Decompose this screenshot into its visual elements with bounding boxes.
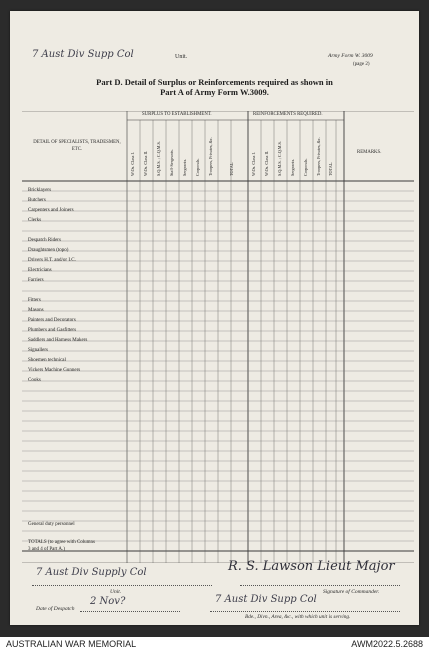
form-title-line2: Part A of Army Form W.3009.: [160, 87, 269, 97]
archive-name: AUSTRALIAN WAR MEMORIAL: [6, 639, 137, 649]
totals-label-line2: 3 and 4 of Part A.): [28, 547, 65, 552]
unit-handwritten: 7 Aust Div Supp Col: [32, 49, 134, 60]
archive-caption: [0, 637, 429, 653]
serving-underline: [210, 611, 400, 612]
row-label: Draughtsmen (topo): [28, 248, 69, 253]
surplus-col-corporals: Corporals.: [195, 158, 200, 176]
row-label: Bricklayers: [28, 188, 52, 193]
archive-id: AWM2022.5.2688: [351, 639, 423, 649]
row-label: Shoemen technical: [28, 358, 66, 363]
row-label: Painters and Decorators: [28, 318, 76, 323]
footer-unit-handwritten: 7 Aust Div Supply Col: [36, 567, 147, 578]
reinf-col-total: TOTAL.: [328, 161, 333, 176]
surplus-col-sergeants: Sergeants.: [182, 158, 187, 176]
signature-label: Signature of Commander.: [323, 589, 380, 595]
reinf-col-sqms: S.Q.M.S. ; C.Q.M.S.: [277, 141, 282, 176]
reinf-col-sergeants: Sergeants.: [290, 158, 295, 176]
row-label: Butchers: [28, 198, 46, 203]
row-label: Signallers: [28, 348, 48, 353]
despatch-label: Date of Despatch: [36, 606, 75, 612]
row-label: Farriers: [28, 278, 44, 283]
row-label: Drivers H.T. and/or I.C.: [28, 258, 76, 263]
reinforcements-header: REINFORCEMENTS REQUIRED.: [253, 112, 323, 117]
serving-label: Bde., Divn., Area, &c., with which unit is serving.: [245, 614, 351, 620]
surplus-col-sqms: S.Q.M.S. ; C.Q.M.S.: [156, 141, 161, 176]
row-label: Cooks: [28, 378, 41, 383]
commander-signature: R. S. Lawson Lieut Major: [228, 559, 395, 574]
reinf-col-corporals: Corporals.: [303, 158, 308, 176]
reinf-col-wo2: W.Os. Class II.: [264, 150, 269, 176]
surplus-col-wo1: W.Os. Class I.: [130, 152, 135, 176]
reinf-col-troopers: Troopers, Privates, &c.: [316, 137, 321, 176]
row-label: Saddlers and Harness Makers: [28, 338, 88, 343]
page-note: (page 2): [353, 62, 370, 67]
surplus-header: SURPLUS TO ESTABLISHMENT.: [142, 112, 212, 117]
surplus-col-total: TOTAL.: [229, 161, 234, 176]
row-label: Electricians: [28, 268, 52, 273]
row-label: Despatch Riders: [28, 238, 61, 243]
row-label: Fitters: [28, 298, 41, 303]
reinf-col-wo1: W.Os. Class I.: [251, 152, 256, 176]
army-form-page: [10, 11, 419, 625]
form-title-line1: Part D. Detail of Surplus or Reinforcements required as shown in: [96, 77, 333, 87]
surplus-col-staff-sgt: Staff-Sergeants.: [169, 149, 174, 176]
row-label: Carpenters and Joiners: [28, 208, 74, 213]
remarks-header: REMARKS.: [357, 150, 382, 155]
form-grid: [22, 111, 414, 563]
footer-unit-label: Unit.: [110, 589, 122, 595]
row-label: Vickers Machine Gunners: [28, 368, 81, 373]
row-label: Masons: [28, 308, 44, 313]
form-name: Army Form W. 3009: [328, 53, 373, 59]
general-duty-label: General duty personnel: [28, 522, 75, 527]
totals-label-line1: TOTALS (to agree with Columns: [28, 540, 95, 545]
surplus-col-wo2: W.Os. Class II.: [143, 150, 148, 176]
surplus-col-troopers: Troopers, Privates, &c.: [208, 137, 213, 176]
row-label: Clerks: [28, 218, 42, 223]
unit-underline: [32, 585, 212, 586]
despatch-underline: [80, 611, 180, 612]
unit-label: Unit.: [175, 54, 188, 60]
specialists-header: DETAIL OF SPECIALISTS, TRADESMEN, ETC.: [33, 140, 121, 152]
row-label: Plumbers and Gasfitters: [28, 328, 77, 333]
despatch-date: 2 Nov?: [90, 596, 126, 607]
serving-handwritten: 7 Aust Div Supp Col: [215, 594, 317, 605]
signature-underline: [240, 585, 400, 586]
